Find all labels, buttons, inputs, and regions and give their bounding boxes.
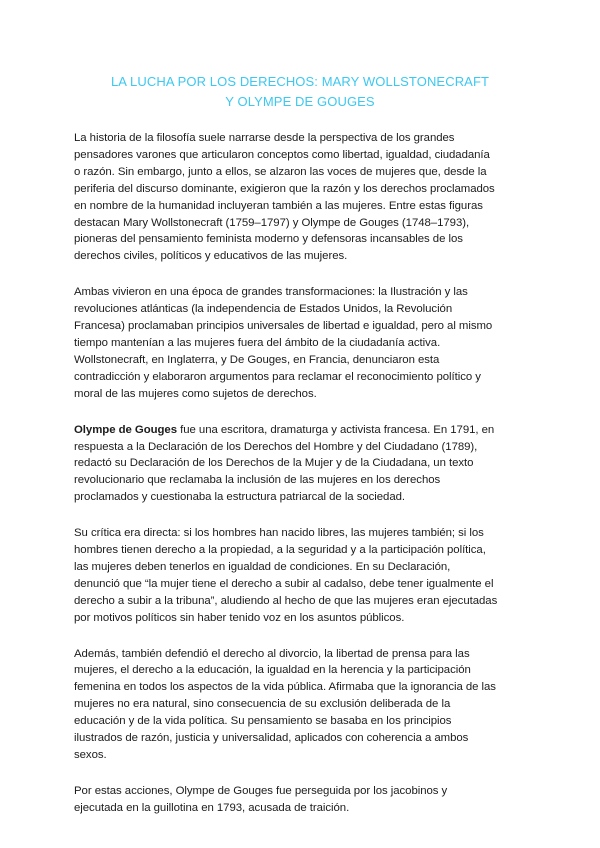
text-line: Wollstonecraft, en Inglaterra, y De Gouges, en Francia, denunciaron esta: [74, 353, 440, 366]
text-line: Además, también defendió el derecho al divorcio, la libertad de prensa para las: [74, 647, 470, 660]
text-line: revoluciones atlánticas (la independencia de Estados Unidos, la Revolución: [74, 303, 453, 316]
text-line: respuesta a la Declaración de los Derechos del Hombre y del Ciudadano (1789),: [74, 440, 478, 453]
text-line: femenina en todos los aspectos de la vida pública. Afirmaba que la ignorancia de las: [74, 681, 496, 694]
text-line: periferia del discurso dominante, exigieron que la razón y los derechos proclamados: [74, 182, 495, 195]
text-line: redactó su Declaración de los Derechos de la Mujer y de la Ciudadana, un texto: [74, 457, 474, 470]
title-line: LA LUCHA POR LOS DERECHOS: MARY WOLLSTONECRAFT: [110, 74, 490, 89]
paragraph-rights: [74, 646, 530, 764]
paragraph-intro: [74, 130, 530, 265]
text-line: las mujeres deben tenerlos en igualdad de condiciones. En su Declaración,: [74, 560, 451, 573]
paragraph-context: [74, 284, 530, 402]
text-line: [74, 422, 530, 439]
text-line: educación y de la vida política. Su pensamiento se basaba en los principios: [74, 715, 452, 728]
bold-name: Olympe de Gouges: [74, 423, 178, 436]
text-line: Ambas vivieron en una época de grandes transformaciones: la Ilustración y las: [74, 286, 468, 299]
text-line: Su crítica era directa: si los hombres han nacido libres, las mujeres también; si los: [74, 527, 484, 540]
text-line: proclamados y cuestionaba la estructura patriarcal de la sociedad.: [74, 491, 406, 504]
text-line: por motivos políticos sin haber tenido voz en los asuntos públicos.: [74, 611, 405, 624]
text-line: pensadores varones que articularon conceptos como libertad, igualdad, ciudadanía: [74, 148, 490, 161]
text-line: revolucionario que reclamaba la inclusión de las mujeres en los derechos: [74, 474, 441, 487]
text-line: hombres tienen derecho a la propiedad, a la seguridad y a la participación política,: [74, 544, 486, 557]
text-line: La historia de la filosofía suele narrarse desde la perspectiva de los grandes: [74, 132, 455, 144]
text-line: mujeres, el derecho a la educación, la igualdad en la herencia y la participación: [74, 664, 471, 677]
document-body: [74, 130, 530, 836]
text-line: Francesa) proclamaban principios universales de libertad e igualdad, pero al mismo: [74, 320, 493, 333]
text-line: mujeres no era natural, sino consecuencia de su exclusión deliberada de la: [74, 698, 451, 711]
text-line: derecho a subir a la tribuna”, aludiendo al hecho de que las mujeres eran ejecutadas: [74, 594, 498, 607]
paragraph-olympe-intro: [74, 422, 530, 507]
paragraph-critique: [74, 525, 530, 626]
text-line: derechos civiles, políticos y educativos de las mujeres.: [74, 250, 348, 263]
paragraph-execution: [74, 783, 530, 817]
text-line: pioneras del pensamiento feminista moderno y defensoras incansables de los: [74, 233, 463, 246]
text-line: tiempo mantenían a las mujeres fuera del ámbito de la ciudadanía activa.: [74, 336, 441, 349]
text-line: sexos.: [74, 749, 107, 761]
text-line: contradicción y elaboraron argumentos para reclamar el reconocimiento político y: [74, 370, 481, 383]
text-line: Por estas acciones, Olympe de Gouges fue perseguida por los jacobinos y: [74, 784, 448, 797]
title-line: Y OLYMPE DE GOUGES: [225, 94, 375, 109]
text-line: ilustrados de razón, justicia y universalidad, aplicados con coherencia a ambos: [74, 732, 469, 745]
text-line: destacan Mary Wollstonecraft (1759–1797) y Olympe de Gouges (1748–1793),: [74, 216, 470, 229]
text-run: fue una escritora, dramaturga y activista francesa. En 1791, en: [177, 423, 495, 436]
document-title: [60, 72, 540, 112]
text-line: o razón. Sin embargo, junto a ellos, se alzaron las voces de mujeres que, desde la: [74, 165, 487, 178]
text-line: moral de las mujeres como sujetos de derechos.: [74, 387, 317, 400]
text-line: en nombre de la humanidad incluyeran también a las mujeres. Entre estas figuras: [74, 199, 483, 212]
text-line: ejecutada en la guillotina en 1793, acusada de traición.: [74, 801, 350, 814]
text-line: denunció que “la mujer tiene el derecho a subir al cadalso, debe tener igualmente el: [74, 577, 494, 590]
